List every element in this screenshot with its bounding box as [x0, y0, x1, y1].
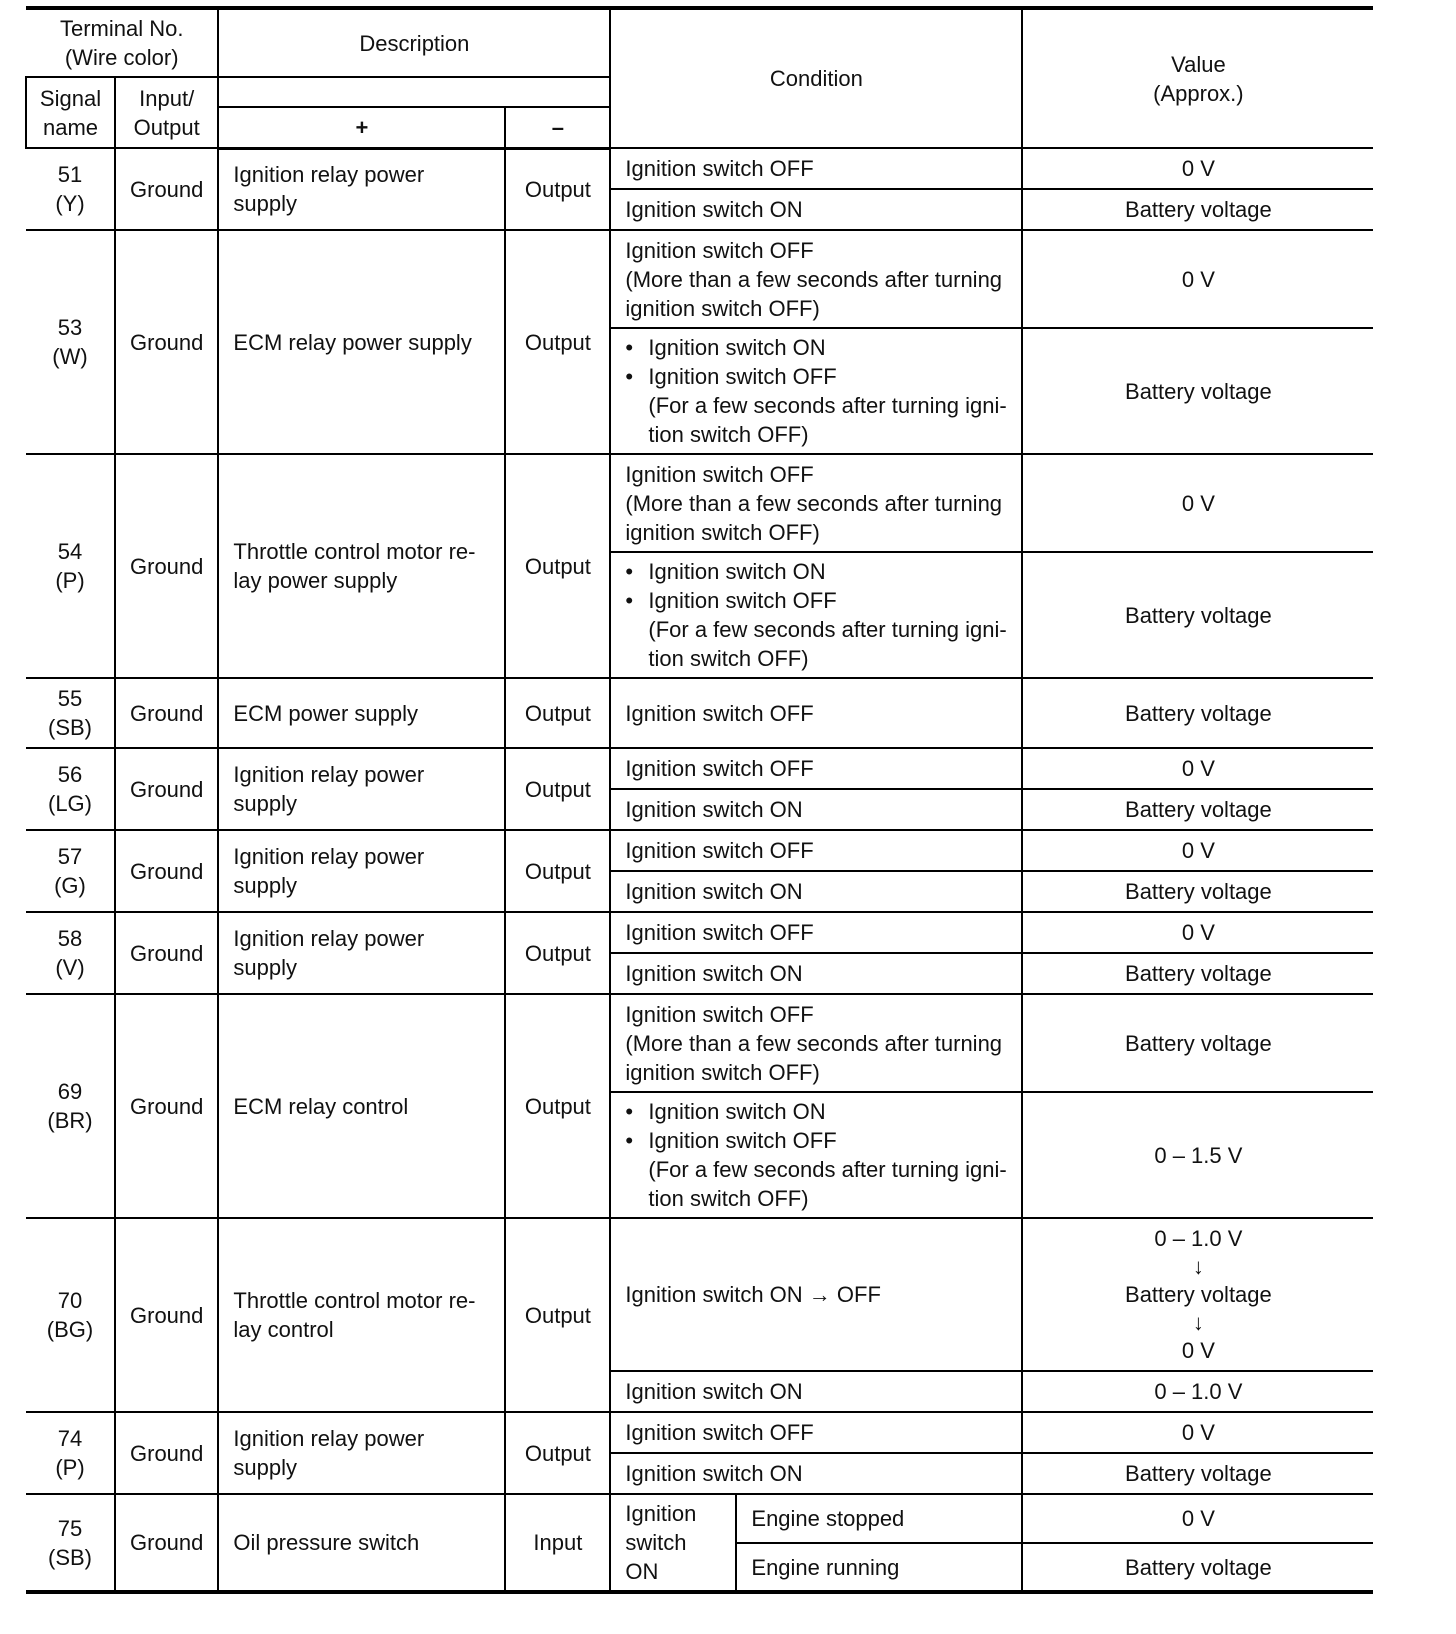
- value-cell: Battery voltage: [1022, 678, 1373, 748]
- approx-label: (Approx.): [1153, 80, 1244, 106]
- bullet-icon: •: [625, 559, 634, 584]
- condition-cell: [610, 1092, 1022, 1218]
- minus-header: –: [505, 107, 610, 148]
- table-row: [26, 1218, 1373, 1371]
- wire-color: (SB): [48, 715, 92, 740]
- value-cell: 0 V: [1022, 454, 1373, 552]
- bullet-icon: •: [625, 364, 634, 389]
- ground-cell: Ground: [115, 1218, 218, 1412]
- condition-cell: Ignition switch ON: [610, 871, 1022, 912]
- condition-line: ignition switch OFF): [625, 295, 820, 321]
- io-cell: Output: [505, 678, 610, 748]
- bullet-text: Ignition switch ON: [648, 1099, 826, 1124]
- terminal-number: 53: [57, 315, 83, 340]
- condition-line: Ignition switch OFF: [625, 237, 814, 263]
- terminal-cell: [26, 1218, 115, 1412]
- bullet-item: [625, 557, 1007, 586]
- terminal-cell: [26, 830, 115, 912]
- condition-cell: Ignition switch OFF: [610, 1412, 1022, 1453]
- value-cell: Battery voltage: [1022, 552, 1373, 678]
- value-line: Battery voltage: [1125, 1281, 1272, 1307]
- ground-cell: Ground: [115, 454, 218, 678]
- value-cell: 0 V: [1022, 830, 1373, 871]
- condition-cell: Ignition switch ON: [610, 189, 1022, 230]
- condition-line: (For a few seconds after turning igni-: [648, 393, 1007, 418]
- terminal-number: 70: [57, 1288, 83, 1313]
- wire-color-label: (Wire color): [64, 45, 179, 70]
- bullet-text: Ignition switch ON: [648, 559, 826, 584]
- value-cell: Battery voltage: [1022, 789, 1373, 830]
- value-cell: 0 – 1.5 V: [1022, 1092, 1373, 1218]
- condition-line: tion switch OFF): [648, 422, 809, 447]
- bullet-text: Ignition switch OFF: [648, 364, 837, 389]
- table-row: [26, 748, 1373, 789]
- signal-name: Ignition relay power supply: [218, 748, 505, 830]
- wire-color: (G): [54, 873, 86, 898]
- value-header: [1022, 8, 1373, 148]
- condition-line: ignition switch OFF): [625, 519, 820, 545]
- io-cell: Output: [505, 454, 610, 678]
- condition-cell: [610, 552, 1022, 678]
- condition-cell: [610, 230, 1022, 328]
- terminal-number: 75: [57, 1515, 83, 1541]
- terminal-cell: [26, 1412, 115, 1494]
- condition-cell: Ignition switch ON: [610, 789, 1022, 830]
- bullet-item: [625, 586, 1007, 615]
- terminal-table: [25, 6, 1373, 1594]
- condition-cell: Ignition switch OFF: [610, 748, 1022, 789]
- bullet-item: [625, 362, 1007, 391]
- io-cell: Output: [505, 148, 610, 230]
- bullet-icon: •: [625, 1099, 634, 1124]
- signal-name: Ignition relay power supply: [218, 148, 505, 230]
- terminal-cell: [26, 454, 115, 678]
- condition-cell: Ignition switch OFF: [610, 678, 1022, 748]
- table-row: [26, 454, 1373, 552]
- bullet-item: [625, 333, 1007, 362]
- input-output-header: [115, 77, 218, 148]
- header-row-1: [26, 8, 1373, 77]
- value-cell: Battery voltage: [1022, 994, 1373, 1092]
- signal-name: ECM power supply: [218, 678, 505, 748]
- terminal-number: 57: [57, 844, 83, 869]
- description-header: Description: [218, 8, 610, 77]
- signal-name: Ignition relay power supply: [218, 830, 505, 912]
- io-cell: Output: [505, 1218, 610, 1412]
- signal-name: ECM relay power supply: [218, 230, 505, 454]
- value-line: 0 – 1.0 V: [1154, 1225, 1243, 1251]
- signal-name: Oil pressure switch: [218, 1494, 505, 1592]
- table-row: [26, 830, 1373, 871]
- terminal-number: 55: [57, 686, 83, 711]
- condition-line: switch ON: [625, 1530, 687, 1584]
- condition-line: Ignition: [625, 1501, 697, 1526]
- io-cell: Output: [505, 912, 610, 994]
- io-cell: Output: [505, 994, 610, 1218]
- condition-line: Ignition switch OFF: [625, 461, 814, 487]
- signal-line: Throttle control motor re-: [233, 1288, 476, 1313]
- ground-cell: Ground: [115, 830, 218, 912]
- bullet-item: [625, 1126, 1007, 1155]
- condition-cell: [610, 994, 1022, 1092]
- bullet-icon: •: [625, 1128, 634, 1153]
- io-cell: Output: [505, 830, 610, 912]
- input-label: Input/: [139, 85, 195, 111]
- ground-cell: Ground: [115, 678, 218, 748]
- signal-name: Ignition relay power supply: [218, 912, 505, 994]
- wire-color: (W): [52, 344, 88, 369]
- value-cell: Battery voltage: [1022, 189, 1373, 230]
- terminal-cell: [26, 678, 115, 748]
- wire-color: (BR): [47, 1108, 93, 1133]
- terminal-cell: [26, 748, 115, 830]
- terminal-number: 74: [57, 1426, 83, 1451]
- bullet-text: Ignition switch OFF: [648, 1128, 837, 1153]
- wire-color: (BG): [46, 1317, 94, 1342]
- ground-cell: Ground: [115, 748, 218, 830]
- condition-line: Ignition switch OFF: [625, 1001, 814, 1027]
- ground-cell: Ground: [115, 1494, 218, 1592]
- table-row: [26, 230, 1373, 328]
- value-cell: 0 – 1.0 V: [1022, 1371, 1373, 1412]
- condition-cell: Ignition switch OFF: [610, 912, 1022, 953]
- condition-header: Condition: [610, 8, 1022, 148]
- output-label: Output: [133, 114, 200, 140]
- value-cell: Battery voltage: [1022, 1453, 1373, 1494]
- down-arrow-icon: ↓: [1192, 1253, 1204, 1279]
- table-row: [26, 1494, 1373, 1543]
- table-row: [26, 1412, 1373, 1453]
- terminal-number: 69: [57, 1079, 83, 1104]
- down-arrow-icon: ↓: [1192, 1309, 1204, 1335]
- value-cell: Battery voltage: [1022, 953, 1373, 994]
- ground-cell: Ground: [115, 230, 218, 454]
- ground-cell: Ground: [115, 994, 218, 1218]
- condition-cell: Ignition switch ON: [610, 1371, 1022, 1412]
- value-cell: 0 V: [1022, 748, 1373, 789]
- terminal-no-label: Terminal No.: [59, 16, 184, 41]
- condition-line: (For a few seconds after turning igni-: [648, 1157, 1007, 1182]
- table-row: [26, 148, 1373, 189]
- terminal-number: 56: [57, 762, 83, 787]
- value-cell: 0 V: [1022, 1494, 1373, 1543]
- condition-cell: [610, 454, 1022, 552]
- bullet-icon: •: [625, 335, 634, 360]
- io-cell: Output: [505, 1412, 610, 1494]
- terminal-cell: [26, 230, 115, 454]
- condition-cell: [610, 328, 1022, 454]
- wire-color: (SB): [48, 1544, 92, 1570]
- value-cell: 0 V: [1022, 148, 1373, 189]
- sub-condition-cell: Engine stopped: [736, 1494, 1022, 1543]
- condition-line: (For a few seconds after turning igni-: [648, 617, 1007, 642]
- wire-color: (Y): [55, 191, 85, 216]
- wire-color: (LG): [48, 791, 92, 816]
- table-row: [26, 912, 1373, 953]
- io-cell: Input: [505, 1494, 610, 1592]
- condition-line: tion switch OFF): [648, 646, 809, 671]
- bullet-text: Ignition switch ON: [648, 335, 826, 360]
- value-cell: [1022, 1218, 1373, 1371]
- condition-line: tion switch OFF): [648, 1186, 809, 1211]
- terminal-cell: [26, 148, 115, 230]
- ground-cell: Ground: [115, 1412, 218, 1494]
- bullet-item: [625, 1097, 1007, 1126]
- value-cell: Battery voltage: [1022, 871, 1373, 912]
- terminal-no-header: [26, 8, 218, 77]
- condition-cell: Ignition switch ON: [610, 953, 1022, 994]
- signal-name: ECM relay control: [218, 994, 505, 1218]
- value-cell: 0 V: [1022, 912, 1373, 953]
- table-row: [26, 678, 1373, 748]
- signal-name: Ignition relay power supply: [218, 1412, 505, 1494]
- wire-color: (V): [55, 955, 85, 980]
- condition-cell: [610, 1494, 736, 1592]
- signal-name: [218, 454, 505, 678]
- sub-condition-cell: Engine running: [736, 1543, 1022, 1592]
- terminal-cell: [26, 912, 115, 994]
- value-line: 0 V: [1181, 1337, 1215, 1363]
- wire-color: (P): [55, 1455, 85, 1480]
- bullet-text: Ignition switch OFF: [648, 588, 837, 613]
- bullet-icon: •: [625, 588, 634, 613]
- condition-line: ignition switch OFF): [625, 1059, 820, 1085]
- terminal-number: 58: [57, 926, 83, 951]
- signal-line: lay power supply: [233, 568, 398, 593]
- io-cell: Output: [505, 230, 610, 454]
- signal-line: Throttle control motor re-: [233, 539, 476, 564]
- condition-cell: Ignition switch ON → OFF: [610, 1218, 1022, 1371]
- wire-color: (P): [55, 568, 85, 593]
- terminal-cell: [26, 1494, 115, 1592]
- condition-cell: Ignition switch OFF: [610, 148, 1022, 189]
- condition-cell: Ignition switch OFF: [610, 830, 1022, 871]
- terminal-cell: [26, 994, 115, 1218]
- signal-line: lay control: [233, 1317, 334, 1342]
- value-cell: Battery voltage: [1022, 328, 1373, 454]
- io-cell: Output: [505, 748, 610, 830]
- terminal-number: 51: [57, 162, 83, 187]
- condition-line: (More than a few seconds after turning: [625, 490, 1003, 516]
- signal-name-header: Signal name: [26, 77, 115, 148]
- ground-cell: Ground: [115, 912, 218, 994]
- value-cell: 0 V: [1022, 230, 1373, 328]
- value-cell: Battery voltage: [1022, 1543, 1373, 1592]
- value-label: Value: [1171, 51, 1226, 77]
- signal-name: [218, 1218, 505, 1412]
- condition-cell: Ignition switch ON: [610, 1453, 1022, 1494]
- table-row: [26, 994, 1373, 1092]
- value-cell: 0 V: [1022, 1412, 1373, 1453]
- terminal-number: 54: [57, 539, 83, 564]
- plus-header: +: [218, 107, 505, 148]
- ground-cell: Ground: [115, 148, 218, 230]
- condition-line: (More than a few seconds after turning: [625, 266, 1003, 292]
- condition-line: (More than a few seconds after turning: [625, 1030, 1003, 1056]
